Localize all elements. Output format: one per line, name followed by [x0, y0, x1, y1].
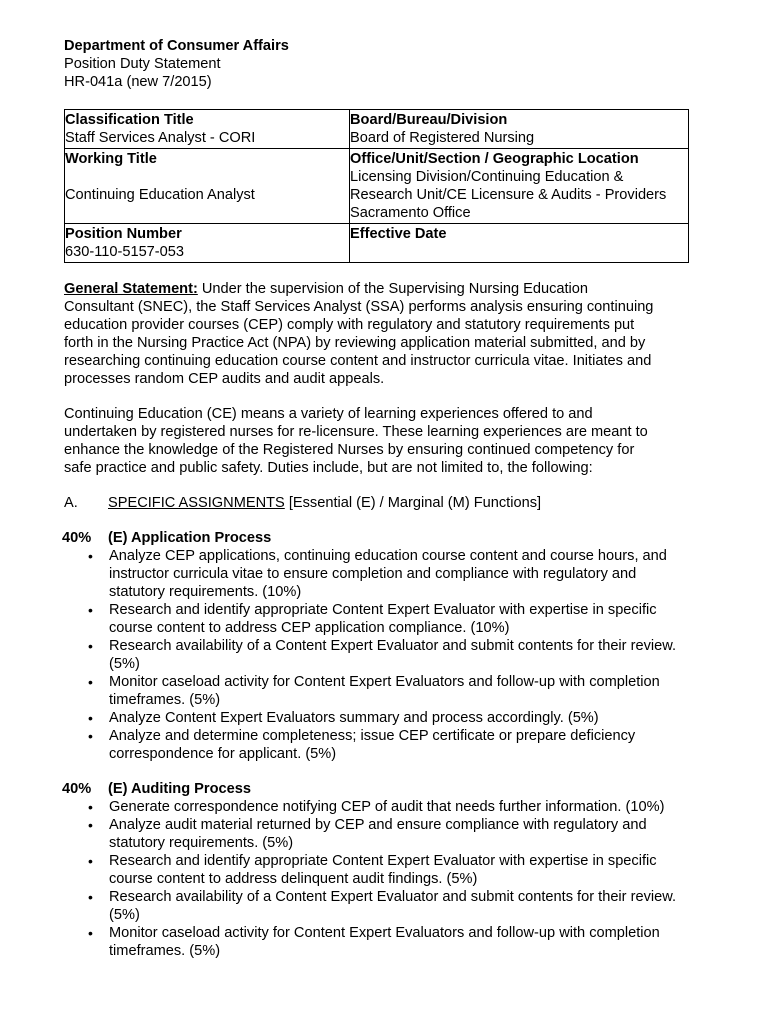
position-number-value: 630-110-5157-053 — [65, 244, 185, 260]
list-item-line: Analyze audit material returned by CEP and ensure compliance with regulatory and — [109, 817, 647, 833]
bullet-icon: • — [88, 925, 93, 941]
general-statement-line: researching continuing education course content and instructor curricula vitae. Initiates and — [64, 353, 652, 369]
office-value-line: Sacramento Office — [350, 205, 471, 221]
list-item — [64, 816, 694, 852]
office-cell — [350, 149, 689, 224]
general-statement-line: forth in the Nursing Practice Act (NPA) by reviewing application material submitted, and by — [64, 335, 646, 351]
duty-list — [64, 547, 694, 763]
section-a-heading — [64, 494, 694, 512]
list-item-line: Analyze Content Expert Evaluators summary and process accordingly. (5%) — [109, 710, 599, 726]
general-statement-line: processes random CEP audits and audit appeals. — [64, 371, 385, 387]
bullet-icon: • — [88, 638, 93, 654]
bullet-icon: • — [88, 710, 93, 726]
list-item — [64, 547, 694, 601]
list-item — [64, 727, 694, 763]
list-item-line: Analyze CEP applications, continuing education course content and course hours, and — [109, 548, 667, 564]
working-title-spacer — [65, 168, 349, 186]
effective-date-cell — [350, 224, 689, 263]
general-statement — [64, 280, 689, 388]
general-statement-label: General Statement: — [64, 281, 198, 297]
duty-title: (E) Auditing Process — [108, 781, 251, 797]
list-item-line: Research availability of a Content Expert Evaluator and submit contents for their review. — [109, 638, 677, 654]
list-item-line: Generate correspondence notifying CEP of audit that needs further information. (10%) — [109, 799, 665, 815]
document-page — [64, 37, 694, 960]
duty-block-heading — [64, 529, 694, 547]
duty-list — [64, 798, 694, 960]
general-statement-line: education provider courses (CEP) comply with regulatory and statutory requirements put — [64, 317, 635, 333]
section-a-title: SPECIFIC ASSIGNMENTS — [108, 495, 285, 511]
list-item — [64, 924, 694, 960]
list-item-line: Research and identify appropriate Content Expert Evaluator with expertise in specific — [109, 602, 657, 618]
list-item-line: timeframes. (5%) — [109, 943, 221, 959]
ce-paragraph — [64, 405, 689, 477]
list-item-line: statutory requirements. (10%) — [109, 584, 302, 600]
board-value: Board of Registered Nursing — [350, 130, 535, 146]
bullet-icon: • — [88, 853, 93, 869]
bullet-icon: • — [88, 548, 93, 564]
duty-percent: 40% — [62, 781, 92, 797]
department-name: Department of Consumer Affairs — [64, 38, 289, 54]
office-value-line: Research Unit/CE Licensure & Audits - Providers — [350, 187, 667, 203]
section-a-title-wrap — [108, 494, 541, 512]
list-item-line: Research and identify appropriate Content Expert Evaluator with expertise in specific — [109, 853, 657, 869]
document-header — [64, 37, 694, 91]
office-label: Office/Unit/Section / Geographic Location — [350, 151, 639, 167]
duty-block-auditing — [64, 780, 694, 960]
ce-paragraph-line: undertaken by registered nurses for re-licensure. These learning experiences are meant to — [64, 424, 648, 440]
list-item-line: (5%) — [109, 656, 140, 672]
bullet-icon: • — [88, 817, 93, 833]
list-item-line: Research availability of a Content Expert Evaluator and submit contents for their review. — [109, 889, 677, 905]
classification-label: Classification Title — [65, 112, 194, 128]
list-item-line: Analyze and determine completeness; issue CEP certificate or prepare deficiency — [109, 728, 636, 744]
general-statement-line: Consultant (SNEC), the Staff Services Analyst (SSA) performs analysis ensuring continuing — [64, 299, 654, 315]
position-number-cell — [65, 224, 350, 263]
ce-paragraph-line: Continuing Education (CE) means a variety of learning experiences offered to and — [64, 406, 593, 422]
list-item-line: statutory requirements. (5%) — [109, 835, 294, 851]
board-cell — [350, 110, 689, 149]
list-item — [64, 798, 694, 816]
working-title-cell — [65, 149, 350, 224]
list-item-line: correspondence for applicant. (5%) — [109, 746, 337, 762]
working-title-value: Continuing Education Analyst — [65, 187, 255, 203]
duty-percent: 40% — [62, 530, 92, 546]
list-item-line: instructor curricula vitae to ensure completion and compliance with regulatory and — [109, 566, 637, 582]
bullet-icon: • — [88, 799, 93, 815]
duty-title: (E) Application Process — [108, 530, 272, 546]
document-type: Position Duty Statement — [64, 56, 221, 72]
bullet-icon: • — [88, 602, 93, 618]
list-item-line: timeframes. (5%) — [109, 692, 221, 708]
list-item — [64, 673, 694, 709]
bullet-icon: • — [88, 728, 93, 744]
classification-cell — [65, 110, 350, 149]
form-id: HR-041a (new 7/2015) — [64, 74, 212, 90]
general-statement-text: Under the supervision of the Supervising Nursing Education — [197, 281, 589, 297]
list-item-line: Monitor caseload activity for Content Expert Evaluators and follow-up with completion — [109, 925, 660, 941]
ce-paragraph-line: enhance the knowledge of the Registered Nurses by ensuring continued competency for — [64, 442, 635, 458]
section-a-letter: A. — [64, 495, 78, 511]
ce-paragraph-line: safe practice and public safety. Duties include, but are not limited to, the following: — [64, 460, 593, 476]
position-number-label: Position Number — [65, 226, 182, 242]
list-item-line: course content to address delinquent audit findings. (5%) — [109, 871, 478, 887]
bullet-icon: • — [88, 889, 93, 905]
list-item-line: Monitor caseload activity for Content Expert Evaluators and follow-up with completion — [109, 674, 660, 690]
classification-value: Staff Services Analyst - CORI — [65, 130, 256, 146]
position-info-table — [64, 109, 689, 263]
working-title-label: Working Title — [65, 151, 157, 167]
office-value-line: Licensing Division/Continuing Education & — [350, 169, 624, 185]
board-label: Board/Bureau/Division — [350, 112, 508, 128]
list-item-line: (5%) — [109, 907, 140, 923]
duty-block-heading — [64, 780, 694, 798]
section-a-suffix: [Essential (E) / Marginal (M) Functions] — [284, 495, 542, 511]
list-item — [64, 601, 694, 637]
bullet-icon: • — [88, 674, 93, 690]
effective-date-label: Effective Date — [350, 226, 447, 242]
list-item — [64, 637, 694, 673]
list-item — [64, 709, 694, 727]
list-item-line: course content to address CEP application compliance. (10%) — [109, 620, 510, 636]
general-statement-line — [64, 280, 689, 298]
list-item — [64, 852, 694, 888]
list-item — [64, 888, 694, 924]
duty-block-application — [64, 529, 694, 763]
